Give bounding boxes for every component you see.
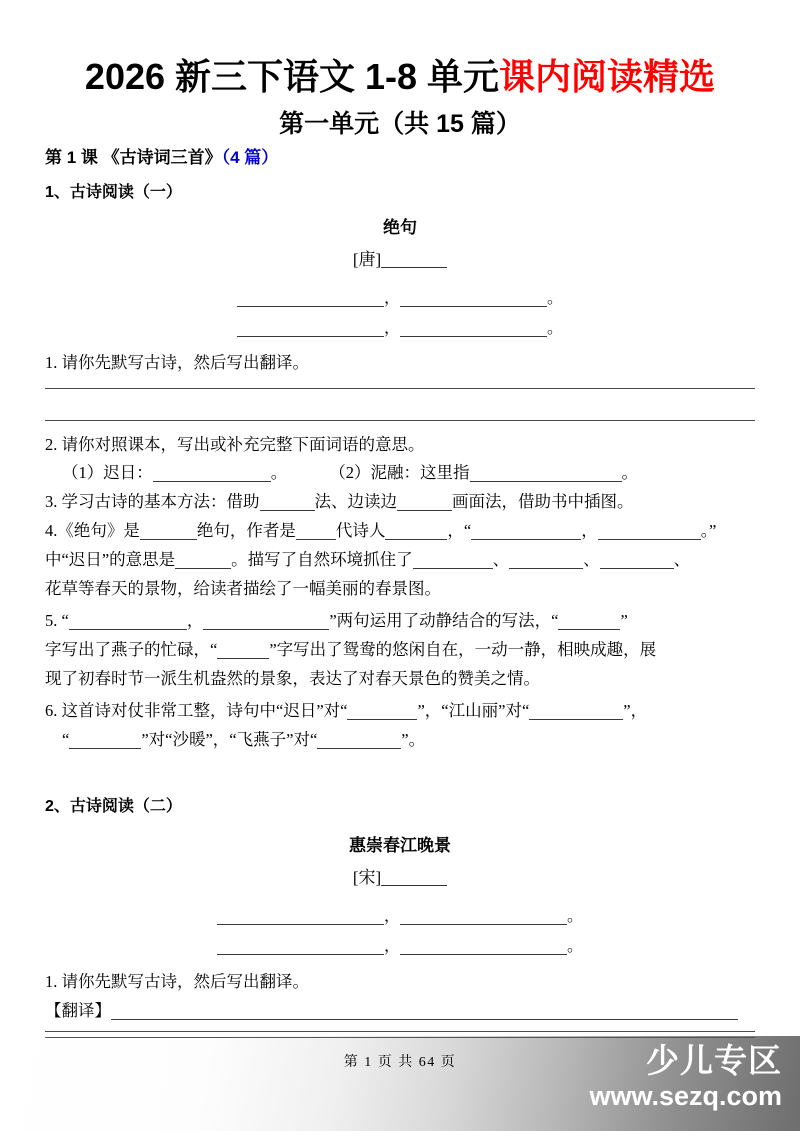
unit-subtitle: 第一单元（共 15 篇） [279,110,521,138]
poem-blank[interactable] [400,336,547,337]
translation-line [45,996,757,1025]
question-3-part1: 3. 学习古诗的基本方法：借助 [45,492,260,511]
question-5-part4: ” [620,611,628,630]
answer-blank[interactable] [471,539,581,540]
poem-blank[interactable] [237,306,384,307]
answer-blank[interactable] [175,568,231,569]
question-2: 2. 请你对照课本，写出或补充完整下面词语的意思。 [45,435,425,454]
question-5-part3: ”两句运用了动静结合的写法，“ [329,611,559,630]
lesson-piece-count: （4 篇） [221,148,279,167]
question-4-line2 [45,545,757,574]
question-5-l2-part1: 字写出了燕子的忙碌，“ [45,640,218,659]
question-2a-label: （1）迟日： [62,463,153,482]
answer-rule[interactable] [45,1031,755,1032]
page-title-red: 课内阅读精选 [499,56,716,97]
question-5-line2 [45,635,757,664]
poem-period: 。 [567,908,584,925]
poem-dynasty-2: [宋] [352,868,382,887]
answer-blank[interactable] [529,719,623,720]
question-6-line1 [45,696,757,725]
answer-blank[interactable] [317,748,401,749]
poem-blank[interactable] [237,336,384,337]
answer-blank[interactable] [470,481,622,482]
question-4-line3: 花草等春天的景物，给读者描绘了一幅美丽的春景图。 [45,579,441,598]
answer-blank[interactable] [558,629,620,630]
poem-period: 。 [547,320,564,337]
question-4-part4: ，“ [447,521,472,540]
answer-blank[interactable] [203,629,329,630]
watermark-url: www.sezq.com [589,1081,782,1111]
poem-author-2 [0,867,800,889]
poem-title-2: 惠崇春江晚景 [349,836,451,855]
lesson-heading-label: 第 1 课 《古诗词三首》 [45,148,222,167]
poem-comma: ， [383,320,400,337]
watermark-logo: 少儿专区 [646,1042,782,1079]
poem-blank[interactable] [400,306,547,307]
page-title [0,55,800,99]
answer-blank[interactable] [260,510,315,511]
section-heading-1: 1、古诗阅读（一） [45,184,182,201]
question-4-l2-part5: 、 [673,550,691,569]
question-3-part2: 法、边读边 [314,492,397,511]
answer-blank[interactable] [413,568,493,569]
question-6-l2-part2: ”对“沙暖”，“飞燕子”对“ [141,730,318,749]
poem-title-1: 绝句 [383,218,417,237]
answer-blank[interactable] [140,539,197,540]
question-6-part2: ”，“江山丽”对“ [417,701,530,720]
answer-blank[interactable] [397,510,452,511]
question-2a-end: 。 [270,463,288,482]
poem-blank-line-1a [0,286,800,311]
question-3 [45,487,757,516]
question-5-line3: 现了初春时节一派生机盎然的景象，表达了对春天景色的赞美之情。 [45,669,540,688]
translation-blank[interactable] [111,1019,738,1020]
section-heading-2: 2、古诗阅读（二） [45,798,182,815]
question-5-part2: ， [186,611,204,630]
lesson-heading [45,146,278,170]
question-4-part1: 4.《绝句》是 [45,521,140,540]
question-4-line1 [45,516,757,545]
question-6-line2 [45,725,774,754]
question-3-part3: 画面法，借助书中插图。 [452,492,634,511]
question-1: 1. 请你先默写古诗，然后写出翻译。 [45,353,309,372]
answer-blank[interactable] [600,568,674,569]
answer-blank[interactable] [347,719,417,720]
poem-blank-line-1b [0,316,800,341]
question-2b-end: 。 [621,463,638,482]
question-5-line1 [45,606,757,635]
question-6-l2-part3: ”。 [401,730,426,749]
poem-dynasty-1: [唐] [352,250,382,269]
poem-blank-line-2b [0,934,800,959]
poem-author-1 [0,249,800,271]
question-4-part5: ， [581,521,598,540]
poem-blank-line-2a [0,904,800,929]
answer-rule[interactable] [45,388,755,389]
poem-blank[interactable] [217,924,384,925]
poem-author-blank-1[interactable] [381,267,447,268]
poem-period: 。 [547,290,564,307]
answer-blank[interactable] [509,568,583,569]
poem-comma: ， [383,938,400,955]
question-4-l2-part2: 。描写了自然环境抓住了 [231,550,413,569]
poem-comma: ， [383,908,400,925]
answer-blank[interactable] [296,539,336,540]
answer-blank[interactable] [153,481,271,482]
question-6-part1: 6. 这首诗对仗非常工整，诗句中“迟日”对“ [45,701,348,720]
question-4-part6: 。” [700,521,717,540]
question-2-items [45,458,774,487]
question-6-l2-part1: “ [62,730,70,749]
poem-blank[interactable] [217,954,384,955]
poem-blank[interactable] [400,924,567,925]
question-4-l2-part3: 、 [492,550,510,569]
poem-blank[interactable] [400,954,567,955]
poem-comma: ， [383,290,400,307]
question-5-l2-part2: ”字写出了鸳鸯的悠闲自在，一动一静，相映成趣，展 [269,640,657,659]
poem-author-blank-2[interactable] [381,885,447,886]
answer-blank[interactable] [385,539,447,540]
answer-blank[interactable] [69,629,187,630]
page-number: 第 1 页 共 64 页 [343,1055,457,1070]
question-4-l2-part4: 、 [583,550,600,569]
question-1-section2: 1. 请你先默写古诗，然后写出翻译。 [45,972,309,991]
question-6-part3: ”， [623,701,648,720]
answer-blank[interactable] [598,539,701,540]
answer-blank[interactable] [217,658,269,659]
question-4-part2: 绝句，作者是 [196,521,296,540]
footer-divider [45,1037,755,1038]
question-4-l2-part1: 中“迟日”的意思是 [45,550,176,569]
question-4-part3: 代诗人 [335,521,386,540]
answer-rule[interactable] [45,420,755,421]
question-2b-label: （2）泥融：这里指 [329,463,470,482]
question-5-part1: 5. “ [45,611,69,630]
answer-blank[interactable] [69,748,141,749]
page-title-black: 2026 新三下语文 1-8 单元 [84,56,500,97]
translation-label: 【翻译】 [45,1001,111,1020]
poem-period: 。 [567,938,584,955]
